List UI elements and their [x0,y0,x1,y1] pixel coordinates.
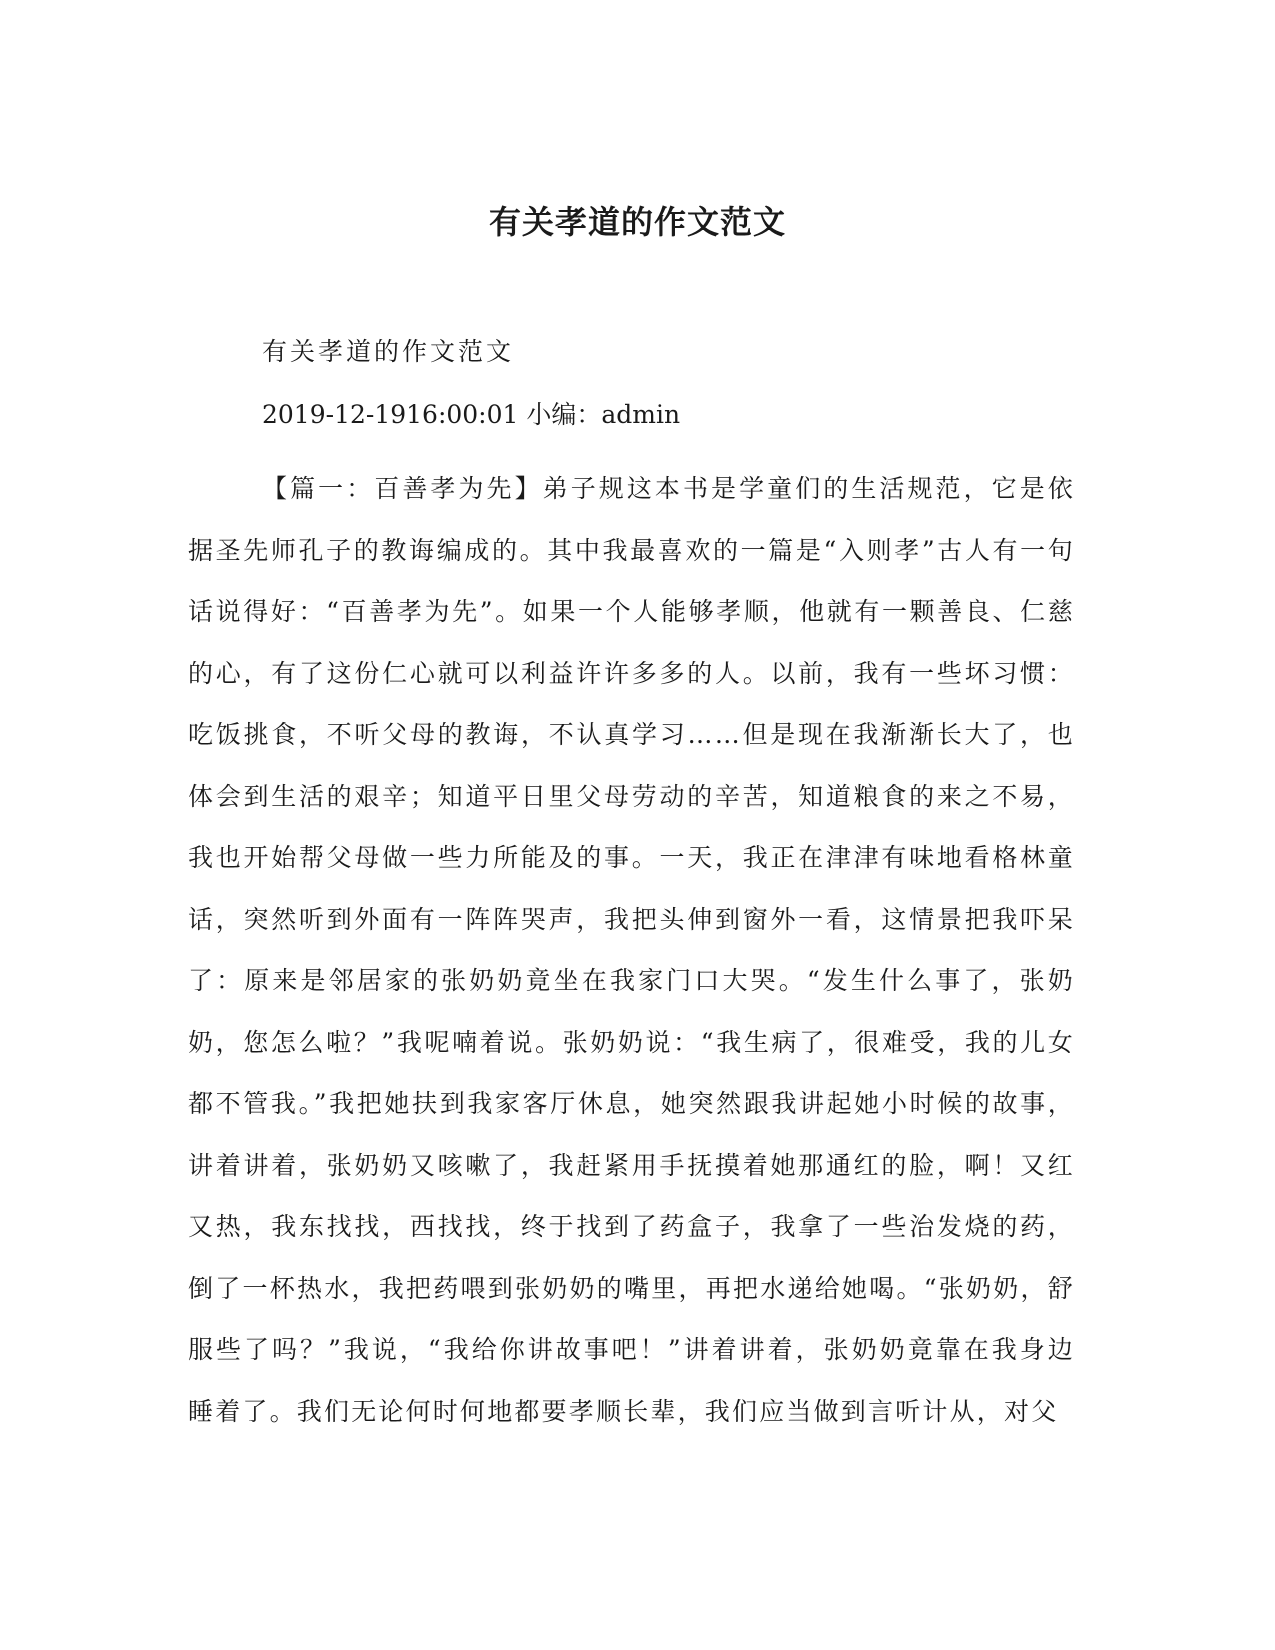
document-meta: 2019-12-1916:00:01 小编：admin [262,400,681,429]
document-subtitle: 有关孝道的作文范文 [262,337,515,366]
document-body: 【篇一：百善孝为先】弟子规这本书是学童们的生活规范，它是依据圣先师孔子的教诲编成的。其中我最喜欢的一篇是“入则孝”古人有一句话说得好：“百善孝为先”。如果一个人能够孝顺，他就有一颗善良、仁慈的心，有了这份仁心就可以利益许许多多的人。以前，我有一些坏习惯：吃饭挑食，不听父母的教诲，不认真学习……但是现在我渐渐长大了，也体会到生活的艰辛；知道平日里父母劳动的辛苦，知道粮食的来之不易，我也开始帮父母做一些力所能及的事。一天，我正在津津有味地看格林童话，突然听到外面有一阵阵哭声，我把头伸到窗外一看，这情景把我吓呆了：原来是邻居家的张奶奶竟坐在我家门口大哭。“发生什么事了，张奶奶，您怎么啦？”我呢喃着说。张奶奶说：“我生病了，很难受，我的儿女都不管我。”我把她扶到我家客厅休息，她突然跟我讲起她小时候的故事，讲着讲着，张奶奶又咳嗽了，我赶紧用手抚摸着她那通红的脸，啊！又红又热，我东找找，西找找，终于找到了药盒子，我拿了一些治发烧的药，倒了一杯热水，我把药喂到张奶奶的嘴里，再把水递给她喝。“张奶奶，舒服些了吗？”我说，“我给你讲故事吧！”讲着讲着，张奶奶竟靠在我身边睡着了。我们无论何时何地都要孝顺长辈，我们应当做到言听计从，对父 [188,474,1075,1426]
document-title: 有关孝道的作文范文 [488,203,786,241]
